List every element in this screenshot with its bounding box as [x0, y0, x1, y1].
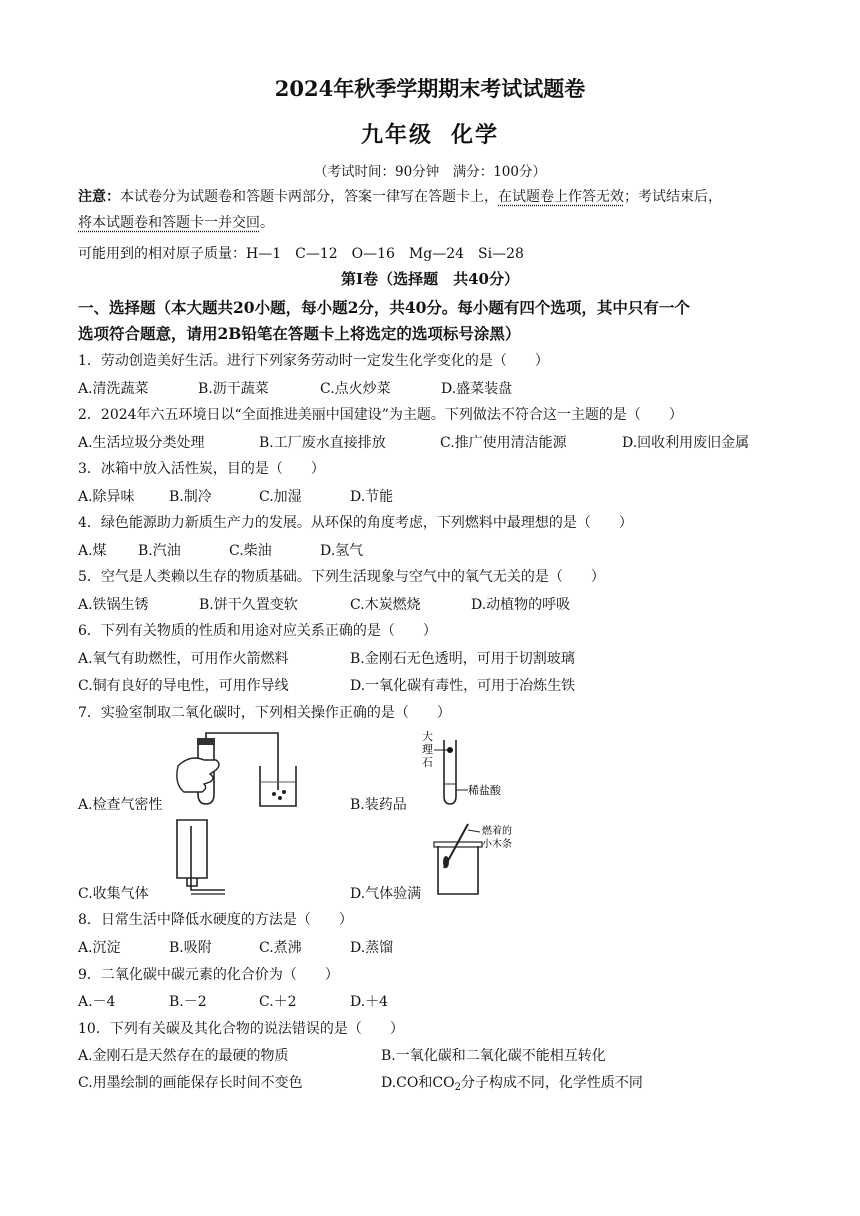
option: B.一氧化碳和二氧化碳不能相互转化 [381, 1048, 606, 1064]
part-one-line-2: 选项符合题意，请用2B铅笔在答题卡上将选定的选项标号涂黑） [78, 324, 521, 343]
exam-meta: （考试时间：90分钟 满分：100分） [314, 164, 546, 180]
notice-line-1: 注意：本试卷分为试题卷和答题卡两部分，答案一律写在答题卡上，在试题卷上作答无效；考试结束后， [78, 189, 722, 205]
question-7: 7．实验室制取二氧化碳时，下列相关操作正确的是（ ） [78, 705, 451, 721]
option: A.煤 [78, 543, 107, 559]
bubble [282, 790, 286, 794]
bubble [278, 796, 282, 800]
notice-label: 注意： [78, 189, 120, 205]
option: C.铜有良好的导电性，可用作导线 [78, 678, 289, 694]
option: A.金刚石是天然存在的最硬的物质 [78, 1048, 289, 1064]
option: C.点火炒菜 [320, 381, 391, 397]
option: B.饼干久置变软 [199, 597, 298, 613]
label-d-2: 小木条 [482, 839, 512, 850]
option: D.动植物的呼吸 [471, 597, 571, 613]
bottle-neck [187, 878, 197, 886]
question-5: 5．空气是人类赖以生存的物质基础。下列生活现象与空气中的氧气无关的是（ ） [78, 569, 605, 585]
option: C.推广使用清洁能源 [440, 435, 567, 451]
option: D.蒸馏 [350, 940, 394, 956]
option: D.盛菜装盘 [441, 381, 513, 397]
option: B.－2 [169, 994, 207, 1010]
question-8: 8．日常生活中降低水硬度的方法是（ ） [78, 912, 353, 928]
section-title: 第Ⅰ卷（选择题 共40分） [341, 270, 519, 288]
notice-line-2: 将本试题卷和答题卡一并交回。 [78, 215, 274, 231]
question-10: 10．下列有关碳及其化合物的说法错误的是（ ） [78, 1021, 404, 1037]
delivery-tube [191, 826, 225, 890]
option: A.清洗蔬菜 [78, 381, 149, 397]
option: C.用墨绘制的画能保存长时间不变色 [78, 1075, 303, 1091]
question-2: 2．2024年六五环境日以“全面推进美丽中国建设”为主题。下列做法不符合这一主题的是（ ） [78, 407, 683, 423]
question-3: 3．冰箱中放入活性炭，目的是（ ） [78, 461, 325, 477]
gas-bottle [177, 820, 207, 878]
stopper [197, 738, 215, 745]
option: A.检查气密性 [78, 797, 163, 813]
option: A.铁锅生锈 [78, 597, 149, 613]
atomic-mass-line: 可能用到的相对原子质量：H—1 C—12 O—16 Mg—24 Si—28 [78, 246, 524, 262]
figure-collecting-gas [165, 816, 235, 898]
option: B.汽油 [138, 543, 181, 559]
option: A.除异味 [78, 489, 135, 505]
option: B.沥干蔬菜 [198, 381, 269, 397]
option: C.加湿 [259, 489, 302, 505]
grade-label: 九年级 [360, 122, 433, 148]
option: A.生活垃圾分类处理 [78, 435, 205, 451]
flame-icon [443, 856, 449, 868]
option: B.金刚石无色透明，可用于切割玻璃 [350, 651, 575, 667]
option: C.柴油 [229, 543, 272, 559]
label-b-2: 理 [422, 743, 433, 756]
exam-title: 2024年秋季学期期末考试试题卷 [274, 76, 586, 101]
marble-chip [447, 747, 453, 753]
option: A.沉淀 [78, 940, 121, 956]
option: C.收集气体 [78, 886, 149, 902]
option: D.气体验满 [350, 886, 422, 902]
subject-label: 化学 [451, 122, 500, 148]
option: D.一氧化碳有毒性，可用于冶炼生铁 [350, 678, 576, 694]
question-1: 1．劳动创造美好生活。进行下列家务劳动时一定发生化学变化的是（ ） [78, 353, 549, 369]
option: C.木炭燃烧 [350, 597, 421, 613]
bubble [272, 792, 276, 796]
option: B.制冷 [169, 489, 212, 505]
option: B.装药品 [350, 797, 407, 813]
figure-gas-full-test [428, 822, 538, 898]
question-4: 4．绿色能源助力新质生产力的发展。从环保的角度考虑，下列燃料中最理想的是（ ） [78, 515, 633, 531]
option-d: D.CO和$CO_2$分子构成不同，化学性质不同 [381, 1075, 643, 1093]
question-9: 9．二氧化碳中碳元素的化合价为（ ） [78, 967, 339, 983]
gas-bottle [438, 846, 478, 894]
label-acid: 稀盐酸 [468, 784, 501, 797]
option: D.节能 [350, 489, 394, 505]
option: A.氧气有助燃性，可用作火箭燃料 [78, 651, 289, 667]
option: B.工厂废水直接排放 [259, 435, 386, 451]
option: D.回收利用废旧金属 [622, 435, 750, 451]
option: A.－4 [78, 994, 116, 1010]
option: C.＋2 [259, 994, 297, 1010]
option: D.＋4 [350, 994, 389, 1010]
label-d-1: 燃着的 [482, 826, 512, 837]
question-6: 6．下列有关物质的性质和用途对应关系正确的是（ ） [78, 623, 437, 639]
label-b-3: 石 [422, 756, 433, 769]
part-one-line-1: 一、选择题（本大题共20小题，每小题2分，共40分。每小题有四个选项，其中只有一个 [78, 298, 690, 317]
figure-loading-reagents [420, 726, 510, 816]
subject-heading [0, 118, 860, 149]
hand-icon [177, 758, 219, 792]
option: B.吸附 [169, 940, 212, 956]
label-b-1: 大 [422, 730, 433, 743]
option: C.煮沸 [259, 940, 302, 956]
figure-airtightness-check [170, 730, 310, 810]
option: D.氢气 [320, 543, 364, 559]
